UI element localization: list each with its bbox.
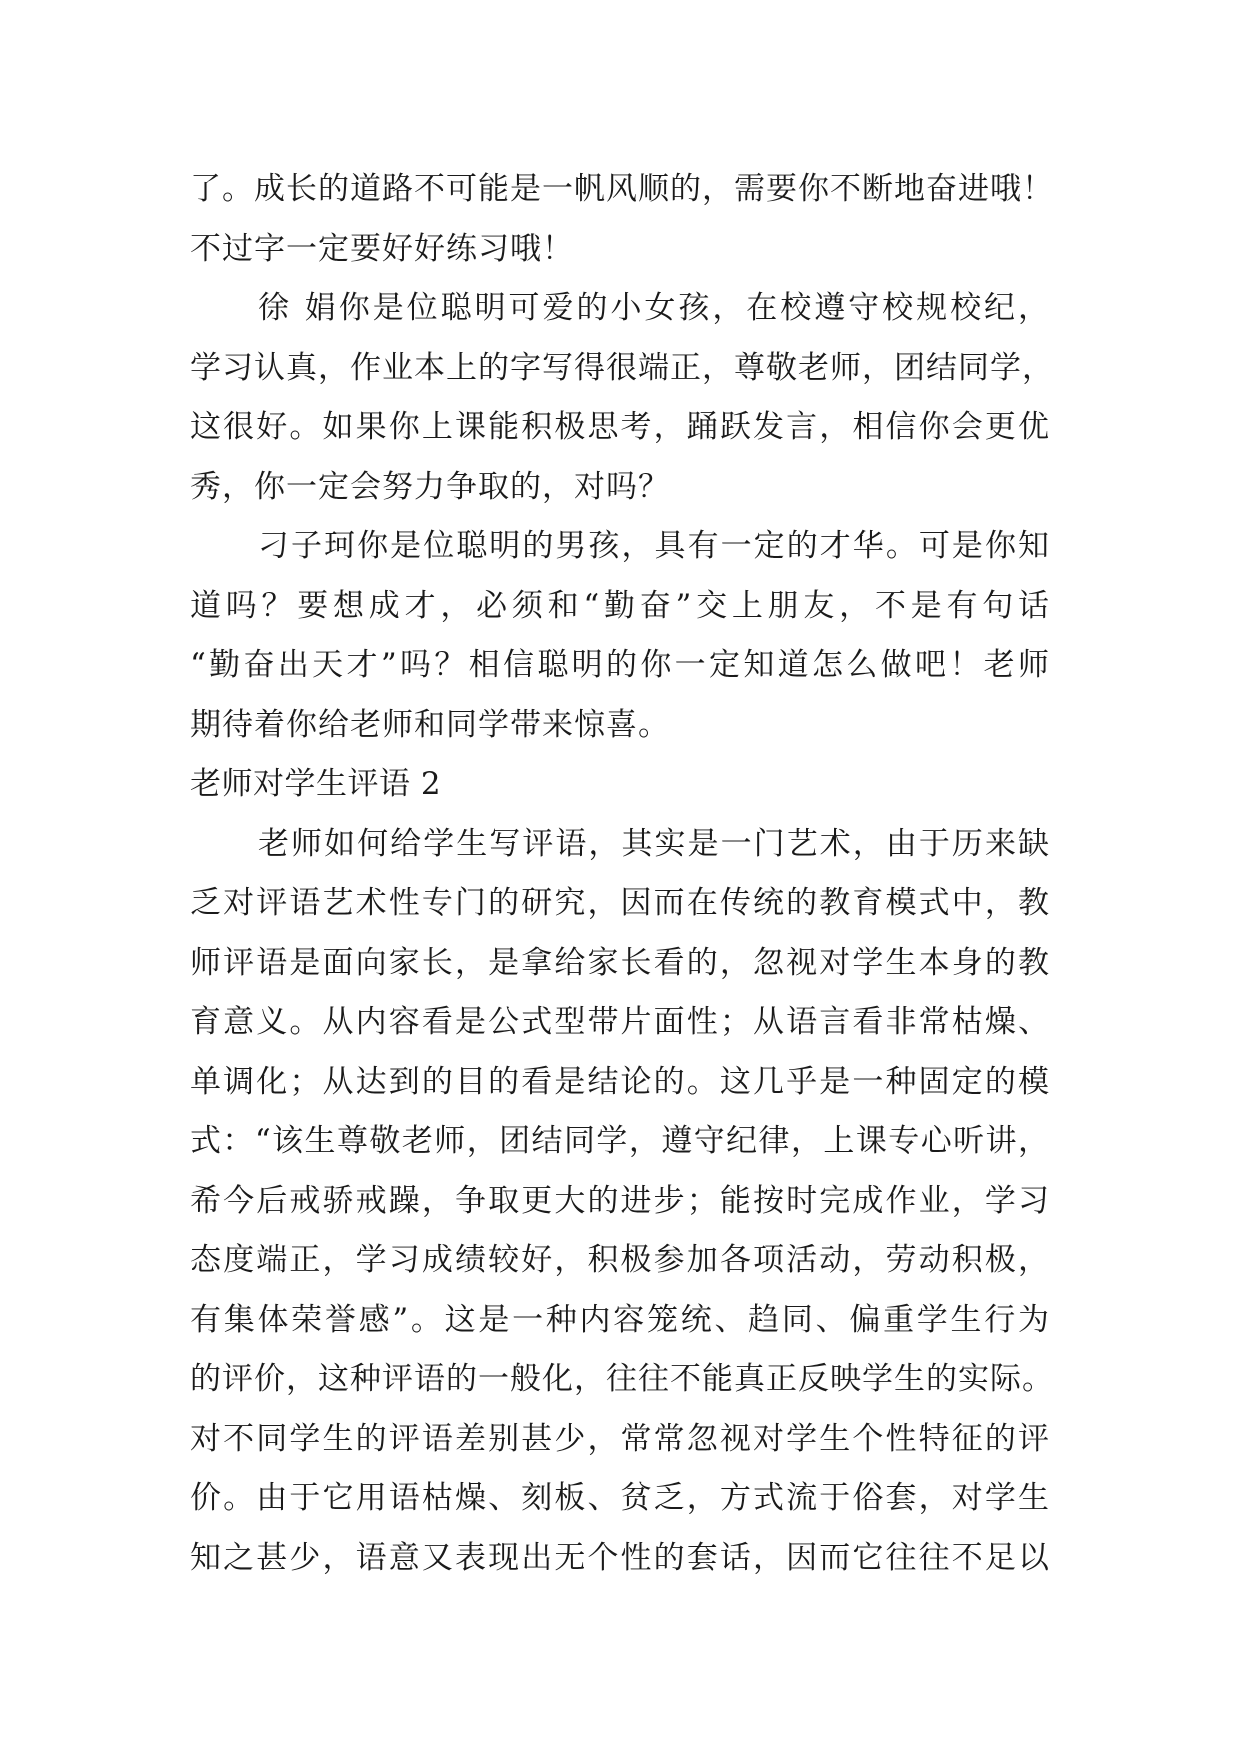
text-line: 有集体荣誉感”。这是一种内容笼统、趋同、偏重学生行为 <box>190 1301 1050 1338</box>
section-heading: 老师对学生评语 2 <box>190 766 442 802</box>
text-line: 乏对评语艺术性专门的研究，因而在传统的教育模式中，教 <box>190 885 1050 921</box>
text-line: 了。成长的道路不可能是一帆风顺的，需要你不断地奋进哦！ <box>190 171 1054 207</box>
text-line: 希今后戒骄戒躁，争取更大的进步；能按时完成作业，学习 <box>190 1182 1050 1219</box>
text-line: 道吗？要想成才，必须和“勤奋”交上朋友，不是有句话 <box>190 587 1050 624</box>
paragraph <box>190 517 1050 755</box>
text-line: 学习认真，作业本上的字写得很端正，尊敬老师，团结同学， <box>190 349 1054 386</box>
text-line: 期待着你给老师和同学带来惊喜。 <box>190 706 670 743</box>
text-line: 师评语是面向家长，是拿给家长看的，忽视对学生本身的教 <box>190 944 1050 981</box>
text-line: 不过字一定要好好练习哦！ <box>190 230 574 267</box>
text-line: 价。由于它用语枯燥、刻板、贫乏，方式流于俗套，对学生 <box>190 1480 1050 1516</box>
text-line: 老师如何给学生写评语，其实是一门艺术，由于历来缺 <box>258 825 1050 862</box>
paragraph <box>190 815 1054 1589</box>
text-line: 对不同学生的评语差别甚少，常常忽视对学生个性特征的评 <box>190 1420 1050 1457</box>
text-line: 育意义。从内容看是公式型带片面性；从语言看非常枯燥、 <box>190 1004 1050 1040</box>
text-line: 徐 娟你是位聪明可爱的小女孩，在校遵守校规校纪， <box>258 290 1050 326</box>
text-line: 态度端正，学习成绩较好，积极参加各项活动，劳动积极， <box>190 1242 1050 1278</box>
text-line: 刁子珂你是位聪明的男孩，具有一定的才华。可是你知 <box>258 528 1050 564</box>
text-line: “勤奋出天才”吗？相信聪明的你一定知道怎么做吧！老师 <box>190 647 1050 683</box>
paragraph <box>190 279 1054 517</box>
text-line: 单调化；从达到的目的看是结论的。这几乎是一种固定的模 <box>190 1063 1050 1100</box>
paragraph <box>190 160 1054 279</box>
text-line: 知之甚少，语意又表现出无个性的套话，因而它往往不足以 <box>190 1539 1050 1576</box>
text-line: 的评价，这种评语的一般化，往往不能真正反映学生的实际。 <box>190 1361 1054 1397</box>
document-body <box>190 160 1054 1588</box>
text-line: 秀，你一定会努力争取的，对吗？ <box>190 468 670 505</box>
text-line: 这很好。如果你上课能积极思考，踊跃发言，相信你会更优 <box>190 409 1050 445</box>
text-line: 式：“该生尊敬老师，团结同学，遵守纪律，上课专心听讲， <box>190 1123 1050 1159</box>
